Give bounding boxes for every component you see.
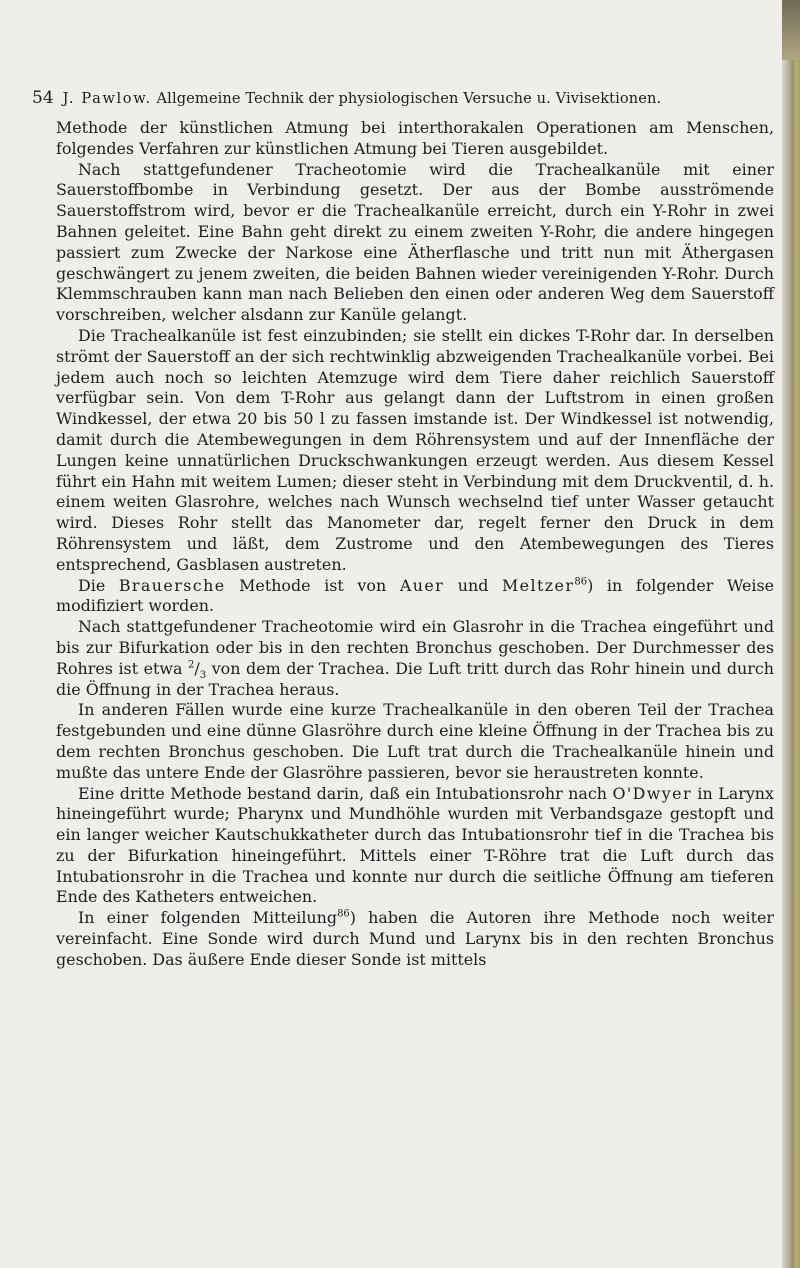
page-number: 54 [32,88,54,108]
body-text [56,118,774,971]
text-run: von dem der Trachea. Die Luft tritt durch das Rohr hinein und durch die Öffnung in der Trachea heraus. [56,658,774,699]
text-run: in Larynx hineingeführt wurde; Pharynx und Mundhöhle wurden mit Verbandsgaze gestopft und ein langer weicher Kautschukkatheter durch das Intubationsrohr tief in die Trachea bis zu der Bifurkation hineingeführt. Mittels einer T-Röhre trat die Luft durch das Intubationsrohr in die Trachea und konnte nur durch die seitliche Öffnung am tieferen Ende des Katheters entweichen. [56,783,774,907]
author-name: Brauersche [118,575,226,595]
text-run: ) haben die Autoren ihre Methode noch weiter vereinfacht. Eine Sonde wird durch Mund und Larynx bis in den rechten Bronchus geschoben. Das äußere Ende dieser Sonde ist mittels [56,908,775,969]
superscript: 2 [188,659,195,671]
text-run: Methode ist von [225,575,400,595]
text-run: ) in folgender Weise modifiziert worden. [56,575,775,616]
text-run: Methode der künstlichen Atmung bei interthorakalen Operationen am Menschen, folgendes Verfahren zur künstlichen Atmung bei Tieren ausgebildet. [56,118,774,158]
text-run: und [444,575,503,595]
paragraph [56,700,774,783]
author-name: Meltzer [502,575,575,595]
paragraph [56,908,774,970]
paragraph [56,576,774,618]
paragraph [56,118,774,160]
paragraph [56,160,774,326]
text-run: Eine dritte Methode bestand darin, daß ein Intubationsrohr nach [78,783,613,803]
text-run: In anderen Fällen wurde eine kurze Trachealkanüle in den oberen Teil der Trachea festgebunden und eine dünne Glasröhre durch eine kleine Öffnung in der Trachea bis zu dem rechten Bronchus geschoben. Die Luft trat durch die Trachealkanüle hinein und mußte das untere Ende der Glasröhre passieren, bevor sie heraustreten konnte. [56,700,774,782]
page-edge-corner [782,0,800,60]
running-header [32,88,770,108]
superscript: 86 [337,908,350,920]
text-run: Die Trachealkanüle ist fest einzubinden; sie stellt ein dickes T-Rohr dar. In derselben strömt der Sauerstoff an der sich rechtwinklig abzweigenden Trachealkanüle vorbei. Bei jedem auch noch so leichten Atemzuge wird dem Tiere daher reichlich Sauerstoff verfügbar sein. Von dem T-Rohr aus gelangt dann der Luftstrom in einen großen Windkessel, der etwa 20 bis 50 l zu fassen imstande ist. Der Windkessel ist notwendig, damit durch die Atembewegungen in dem Röhrensystem und auf der Innenfläche der Lungen keine unnatürlichen Druckschwankungen erzeugt werden. Aus diesem Kessel führt ein Hahn mit weitem Lumen; dieser steht in Verbindung mit dem Druckventil, d. h. einem weiten Glasrohre, welches nach Wunsch wechselnd tief unter Wasser getaucht wird. Dieses Rohr stellt das Manometer dar, regelt ferner den Druck in dem Röhrensystem und läßt, dem Zustrome und den Atembewegungen des Tieres entsprechend, Gasblasen austreten. [56,325,774,574]
author-name: Auer [399,575,445,595]
text-run: Nach stattgefundener Tracheotomie wird die Trachealkanüle mit einer Sauerstoffbombe in Verbindung gesetzt. Der aus der Bombe ausströmende Sauerstoffstrom wird, bevor er die Trachealkanüle erreicht, durch ein Y-Rohr in zwei Bahnen geleitet. Eine Bahn geht direkt zu einem zweiten Y-Rohr, die andere hingegen passiert zum Zwecke der Narkose eine Ätherflasche und tritt nun mit Äthergasen geschwängert zu jenem zweiten, die beiden Bahnen wieder vereinigenden Y-Rohr. Durch Klemmschrauben kann man nach Belieben den einen oder anderen Weg dem Sauerstoff vorschreiben, welcher alsdann zur Kanüle gelangt. [56,159,774,325]
paragraph [56,784,774,909]
text-run: In einer folgenden Mitteilung [78,908,338,928]
header-title: Allgemeine Technik der physiologischen Versuche u. Vivisektionen. [156,90,662,107]
paragraph [56,326,774,576]
text-run: Die [78,575,119,595]
paragraph [56,617,774,700]
page-edge-shadow [782,0,800,1268]
text-run: Nach stattgefundener Tracheotomie wird ein Glasrohr in die Trachea eingeführt und bis zur Bifurkation oder bis in den rechten Bronchus geschoben. Der Durchmesser des Rohres ist etwa [56,617,774,678]
header-author: J. Pawlow. [62,90,152,107]
author-name: O'Dwyer [612,783,692,803]
text-run: / [194,658,200,678]
subscript: 3 [199,669,207,681]
superscript: 86 [574,576,588,588]
